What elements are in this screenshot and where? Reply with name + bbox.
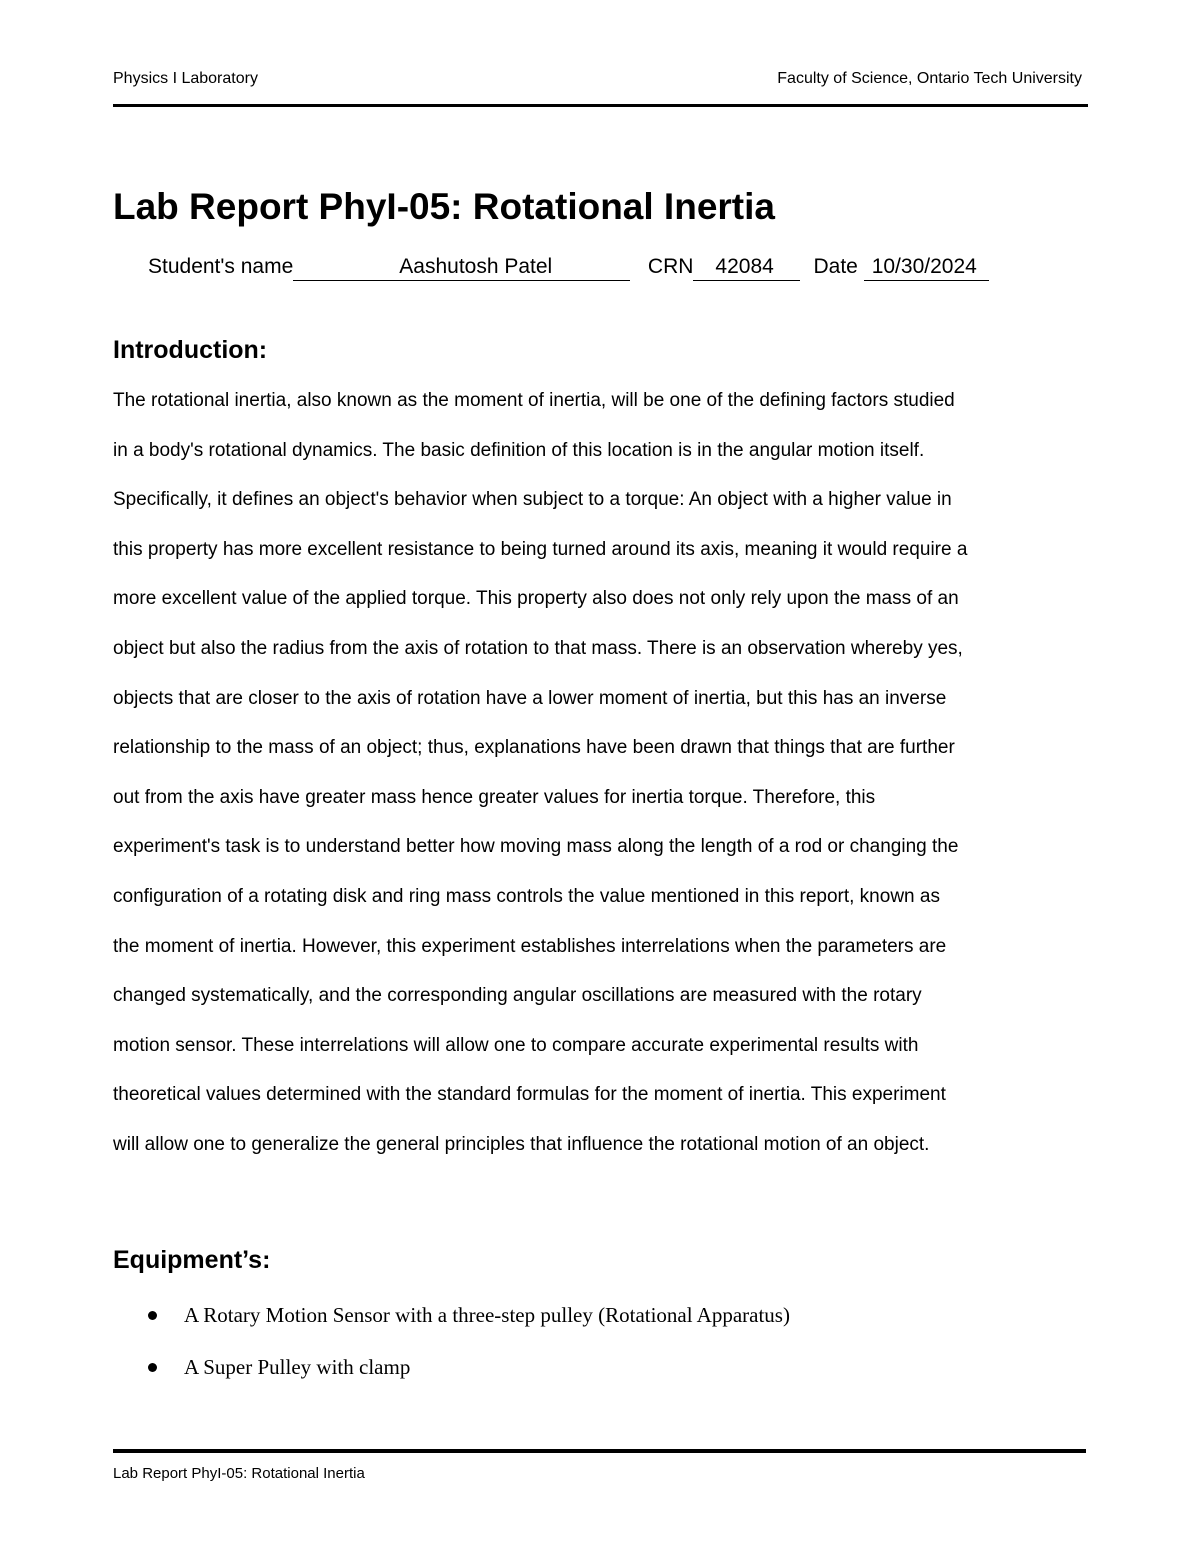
student-name-field [293, 255, 630, 281]
date-value: 10/30/2024 [871, 255, 977, 278]
intro-line: configuration of a rotating disk and ring mass controls the value mentioned in this report, known as [113, 885, 940, 907]
page-footer: Lab Report PhyI-05: Rotational Inertia [113, 1465, 365, 1482]
intro-line: the moment of inertia. However, this experiment establishes interrelations when the parameters are [113, 935, 947, 957]
date-field [864, 255, 989, 281]
footer-divider [113, 1449, 1086, 1453]
intro-line: object but also the radius from the axis of rotation to that mass. There is an observation whereby yes, [113, 637, 963, 659]
crn-value: 42084 [715, 255, 774, 278]
intro-line: changed systematically, and the corresponding angular oscillations are measured with the rotary [113, 985, 922, 1007]
student-info-line [148, 255, 989, 281]
bullet-icon [148, 1311, 157, 1320]
equipment-list [113, 1300, 1013, 1404]
intro-line: this property has more excellent resistance to being turned around its axis, meaning it would require a [113, 538, 968, 560]
intro-line: The rotational inertia, also known as the moment of inertia, will be one of the defining factors studied [113, 390, 955, 411]
intro-line: objects that are closer to the axis of rotation have a lower moment of inertia, but this has an inverse [113, 687, 947, 709]
header-divider [113, 104, 1088, 107]
header-faculty: Faculty of Science, Ontario Tech University [777, 70, 1082, 87]
document-title: Lab Report PhyI-05: Rotational Inertia [113, 186, 775, 227]
equipment-item-text: A Rotary Motion Sensor with a three-step pulley (Rotational Apparatus) [184, 1303, 790, 1327]
introduction-body [113, 388, 1103, 1182]
intro-line: will allow one to generalize the general principles that influence the rotational motion of an object. [113, 1133, 930, 1155]
intro-line: out from the axis have greater mass hence greater values for inertia torque. Therefore, this [113, 786, 876, 808]
introduction-heading: Introduction: [113, 336, 268, 364]
header-course: Physics I Laboratory [113, 70, 258, 87]
intro-line: more excellent value of the applied torque. This property also does not only rely upon the mass of an [113, 588, 959, 610]
intro-line: motion sensor. These interrelations will allow one to compare accurate experimental results with [113, 1034, 919, 1056]
date-label: Date [813, 255, 858, 278]
crn-label: CRN [647, 255, 694, 278]
intro-line: in a body's rotational dynamics. The basic definition of this location is in the angular motion itself. [113, 439, 925, 461]
student-name-label: Student's name [148, 255, 294, 278]
intro-line: theoretical values determined with the standard formulas for the moment of inertia. This experiment [113, 1084, 946, 1106]
equipment-item [113, 1300, 1013, 1352]
bullet-icon [148, 1363, 157, 1372]
page-header [113, 70, 1088, 94]
equipment-item [113, 1352, 1013, 1404]
equipment-item-text: A Super Pulley with clamp [184, 1355, 411, 1379]
intro-line: experiment's task is to understand better how moving mass along the length of a rod or changing the [113, 836, 959, 858]
crn-field [693, 255, 799, 281]
intro-line: Specifically, it defines an object's behavior when subject to a torque: An object with a higher value in [113, 489, 952, 511]
equipment-heading: Equipment’s: [113, 1246, 271, 1274]
student-name-value: Aashutosh Patel [399, 255, 553, 278]
intro-line: relationship to the mass of an object; thus, explanations have been drawn that things that are further [113, 737, 955, 759]
